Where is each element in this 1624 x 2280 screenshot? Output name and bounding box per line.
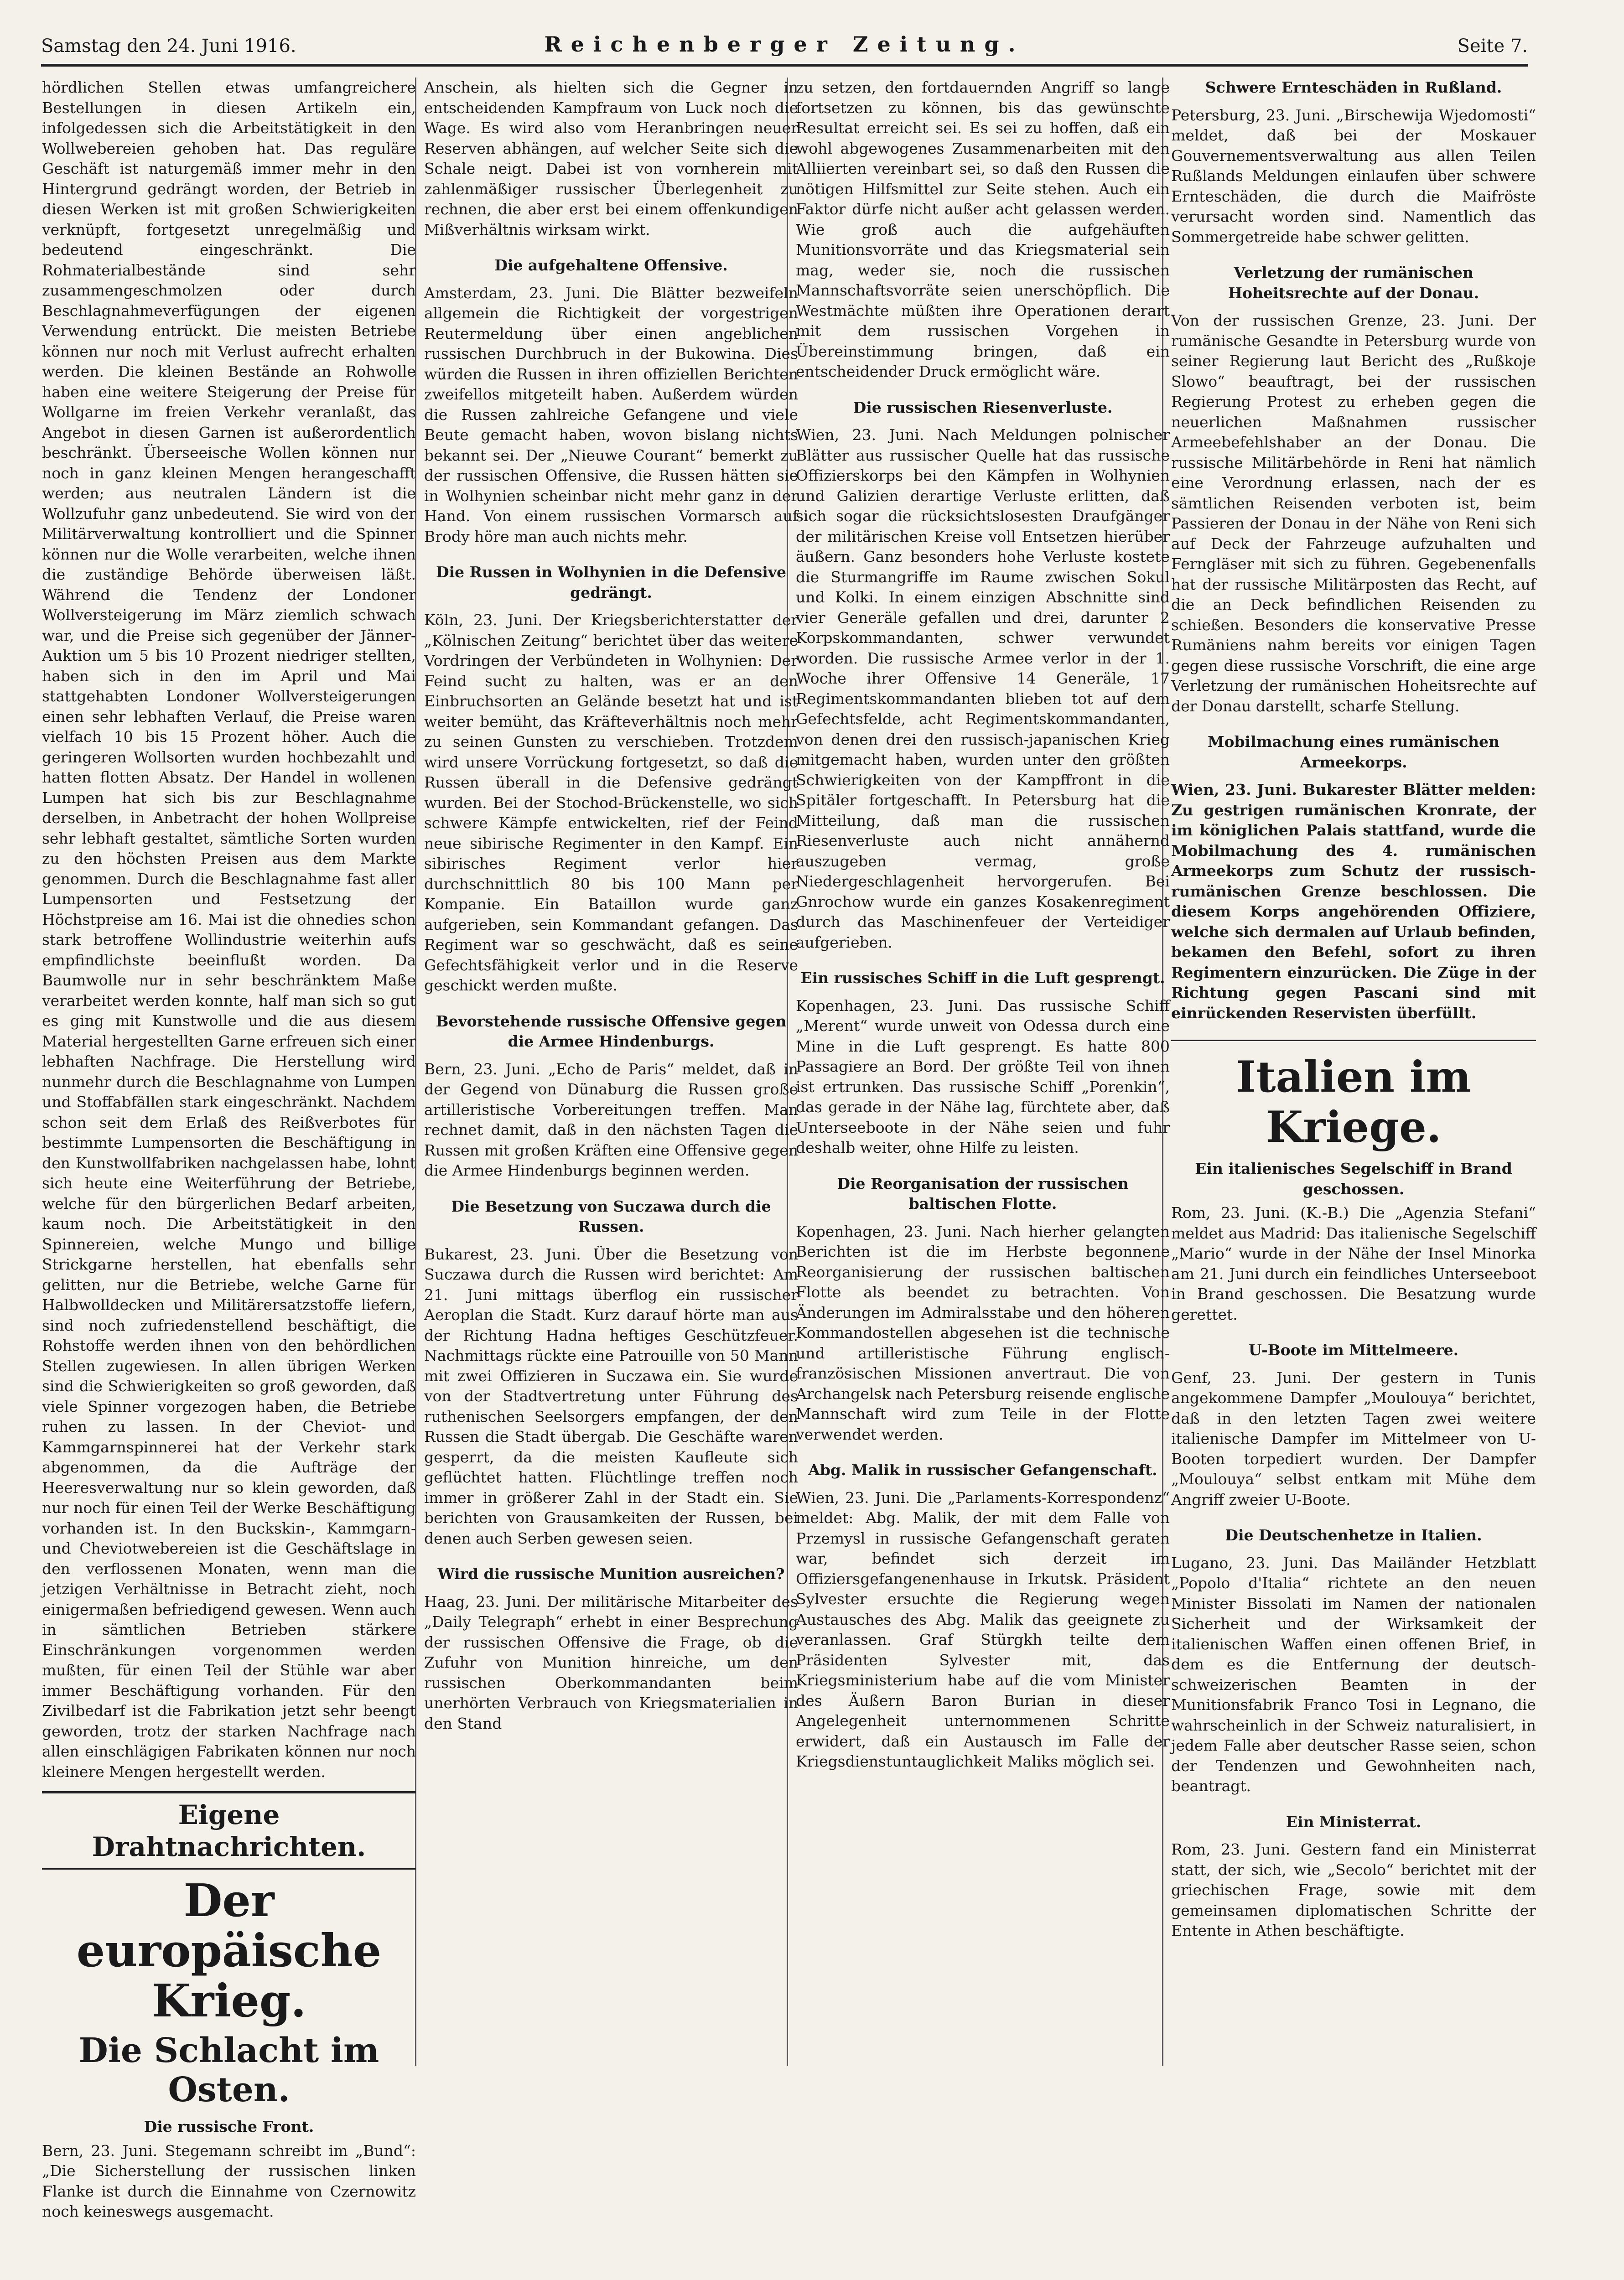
article-heading: Die Besetzung von Suczawa durch die Russen. xyxy=(424,1197,798,1237)
newspaper-title: Reichenberger Zeitung. xyxy=(41,32,1528,57)
article-text: Anschein, als hielten sich die Gegner in entscheidenden Kampfraum von Luck noch die Wage. Es wird also vom Heranbringen neuer Reserven abhängen, auf welcher Seite sich die Schale neigt. Dabei ist von vornherein mit zahlenmäßiger russischer Überlegenheit zu rechnen, die aber erst bei einem offenkundigen Mißverhältnis wirksam wirkt. xyxy=(424,78,798,240)
article-text: Köln, 23. Juni. Der Kriegsberichterstatter der „Kölnischen Zeitung“ berichtet über das weitere Vordringen der Verbündeten in Wolhynien: Der Feind sucht zu halten, was er an den Einbruchsorten an Gelände besetzt hat und ist weiter bemüht, das Kräfteverhältnis noch mehr zu seinen Gunsten zu verschieben. Trotzdem wird unsere Vorrückung fortgesetzt, so daß die Russen überall in die Defensive gedrängt wurden. Bei der Stochod-Brückenstelle, wo sich schwere Kämpfe entwickelten, rief der Feind neue sibirische Regimenter in den Kampf. Ein sibirisches Regiment verlor hier durchschnittlich 80 bis 100 Mann per Kompanie. Ein Bataillon wurde ganz aufgerieben, sein Kommandant gefangen. Das Regiment war so geschwächt, daß es seine Gefechtsfähigkeit verlor und in die Reserve geschickt werden mußte. xyxy=(424,610,798,996)
article-heading: Ein italienisches Segelschiff in Brand geschossen. xyxy=(1171,1159,1536,1199)
article-heading: Die Reorganisation der russischen baltischen Flotte. xyxy=(796,1174,1170,1214)
article-text: Genf, 23. Juni. Der gestern in Tunis angekommene Dampfer „Moulouya“ berichtet, daß in den letzten Tagen zwei weitere italienische Dampfer im Mittelmeer von U-Booten torpediert wurden. Der Dampfer „Moulouya“ selbst entkam mit Mühe dem Angriff zweier U-Boote. xyxy=(1171,1368,1536,1510)
article-heading: Die aufgehaltene Offensive. xyxy=(424,255,798,276)
article-text: zu setzen, den fortdauernden Angriff so lange fortsetzen zu können, bis das gewünschte Resultat erreicht sei. Es sei zu hoffen, daß ein wohl abgewogenes Zusammenarbeiten mit den Alliierten vereinbart sei, so daß den Russen die nötigen Hilfsmittel zur Seite stehen. Auch ein Faktor dürfe nicht außer acht gelassen werden. Wie groß auch die aufgehäuften Munitionsvorräte und das Kriegsmaterial sein mag, weder sie, noch die russischen Mannschaftsvorräte seien unerschöpflich. Die Westmächte müßten ihre Operationen derart mit dem russischen Vorgehen in Übereinstimmung bringen, daß ein entscheidender Druck ermöglicht wäre. xyxy=(796,78,1170,382)
article-heading: Bevorstehende russische Offensive gegen die Armee Hindenburgs. xyxy=(424,1011,798,1052)
article-heading: Schwere Ernteschäden in Rußland. xyxy=(1171,78,1536,98)
article-text: Haag, 23. Juni. Der militärische Mitarbeiter des „Daily Telegraph“ erhebt in einer Besprechung der russischen Offensive die Frage, ob die Zufuhr von Munition hinreiche, um den russischen Oberkommandanten beim unerhörten Verbrauch von Kriegsmaterialien in den Stand xyxy=(424,1592,798,1734)
article-wool-industry-text: hördlichen Stellen etwas umfangreichere Bestellungen in diesen Artikeln ein, infolgedessen sich die Arbeitstätigkeit in den Wollwebereien gehoben hat. Das reguläre Geschäft ist naturgemäß immer mehr in den Hintergrund gedrängt worden, der Betrieb in diesen Werken ist mit großen Schwierigkeiten verknüpft, fortgesetzt unregelmäßig und bedeutend eingeschränkt. Die Rohmaterialbestände sind sehr zusammengeschmolzen oder durch Beschlagnahmeverfügungen der eigenen Verwendung entrückt. Die meisten Betriebe können nur noch mit Verlust aufrecht erhalten werden. Die kleinen Bestände an Rohwolle haben eine weitere Steigerung der Preise für Wollgarne im freien Verkehr veranlaßt, das Angebot in diesen Garnen ist außerordentlich beschränkt. Überseeische Wollen können nur noch in ganz kleinen Mengen herangeschafft werden; aus neutralen Ländern ist die Wollzufuhr ganz unbedeutend. Sie wird von der Militärverwaltung kontrolliert und die Spinner können nur die Wolle verarbeiten, welche ihnen die zuständige Behörde überweisen läßt. Während die Tendenz der Londoner Wollversteigerung im März ziemlich schwach war, und die Preise sich gegenüber der Jänner-Auktion um 5 bis 10 Prozent niedriger stellten, haben sich in den im April und Mai stattgehabten Londoner Wollversteigerungen einen sehr lebhaften Verlauf, die Preise waren vielfach 10 bis 15 Prozent höher. Auch die geringeren Wollsorten wurden hochbezahlt und hatten flotten Absatz. Der Handel in wollenen Lumpen hat sich bis zur Beschlagnahme derselben, in Anbetracht der hohen Wollpreise sehr lebhaft gestaltet, sämtliche Sorten wurden zu den höchsten Preisen aus dem Markte genommen. Durch die Beschlagnahme fast aller Lumpensorten und Festsetzung der Höchstpreise am 16. Mai ist die ohnedies schon stark betroffene Wollindustrie weiterhin aufs empfindlichste beeinflußt worden. Da Baumwolle nur in sehr beschränktem Maße verarbeitet werden konnte, half man sich so gut es ging mit Kunstwolle und die aus diesem Material hergestellten Garne erfreuen sich einer lebhaften Nachfrage. Die Herstellung wird nunmehr durch die Beschlagnahme von Lumpen und Stoffabfällen stark eingeschränkt. Nachdem schon seit dem Erlaß des Reißverbotes für bestimmte Lumpensorten die Beschäftigung in den Kunstwollfabriken nachgelassen habe, lohnt sich heute eine Weiterführung der Betriebe, welche für den bürgerlichen Bedarf arbeiten, kaum noch. Die Arbeitstätigkeit in den Spinnereien, welche Mungo und billige Strickgarne herstellen, hat ebenfalls sehr gelitten, nur die Betriebe, welche Garne für Halbwolldecken und Militärersatzstoffe liefern, sind noch zufriedenstellend beschäftigt, die Rohstoffe werden ihnen von den behördlichen Stellen zugewiesen. In allen übrigen Werken sind die Schwierigkeiten so groß geworden, daß viele Spinner vorgezogen haben, die Betriebe ruhen zu lassen. In der Cheviot- und Kammgarnspinnerei hat der Verkehr stark abgenommen, da die Aufträge der Heeresverwaltung nur so klein geworden, daß nur noch für einen Teil der Werke Beschäftigung vorhanden ist. In den Buckskin-, Kammgarn- und Cheviotwebereien ist die Geschäftslage in den verflossenen Monaten, wenn man die jetzigen Verhältnisse in Betracht zieht, noch einigermaßen befriedigend gewesen. Wenn auch in sämtlichen Betrieben stärkere Einschränkungen vorgenommen werden mußten, für einen Teil der Stühle war aber immer Beschäftigung vorhanden. Für den Zivilbedarf ist die Fabrikation jetzt sehr beengt geworden, trotz der starken Nachfrage nach allen einschlägigen Fabrikaten können nur noch kleinere Mengen hergestellt werden. xyxy=(42,78,416,1782)
issue-date: Samstag den 24. Juni 1916. xyxy=(41,36,296,57)
column-3 xyxy=(796,78,1170,2066)
masthead xyxy=(41,32,1528,67)
section-heading-drahtnachrichten: Eigene Drahtnachrichten. xyxy=(42,1791,416,1870)
column-4 xyxy=(1171,78,1536,2066)
article-text: Kopenhagen, 23. Juni. Das russische Schiff „Merent“ wurde unweit von Odessa durch eine Mine in die Luft gesprengt. Es hatte 800 Passagiere an Bord. Der größte Teil von ihnen ist ertrunken. Das russische Schiff „Porenkin“, das gerade in der Nähe lag, fürchtete aber, daß Unterseeboote in der Nähe seien und fuhr deshalb weiter, ohne Hilfe zu leisten. xyxy=(796,996,1170,1158)
column-1 xyxy=(42,78,416,2066)
page-number: Seite 7. xyxy=(1458,36,1528,57)
article-text: Kopenhagen, 23. Juni. Nach hierher gelangten Berichten ist die im Herbste begonnene Reorganisierung der russischen baltischen Flotte als beendet zu betrachten. Von Änderungen im Admiralsstabe und den höheren Kommandostellen abgesehen ist die technische und artilleristische Führung englisch-französischen Missionen anvertraut. Die von Archangelsk nach Petersburg reisende englische Mannschaft wird zum Teile in der Flotte verwendet werden. xyxy=(796,1222,1170,1445)
section-heading-schlacht-osten: Die Schlacht im Osten. xyxy=(42,2031,416,2109)
article-text: Wien, 23. Juni. Bukarester Blätter melden: Zu gestrigen rumänischen Kronrate, der im königlichen Palais stattfand, wurde die Mobilmachung des 4. rumänischen Armeekorps zum Schutz der russisch-rumänischen Grenze beschlossen. Die diesem Korps angehörenden Offiziere, welche sich dermalen auf Urlaub befinden, bekamen den Befehl, sofort zu ihren Regimentern einzurücken. Die Züge in der Richtung gegen Pascani sind mit einrückenden Reservisten überfüllt. xyxy=(1171,780,1536,1023)
article-heading: Die Russen in Wolhynien in die Defensive gedrängt. xyxy=(424,562,798,603)
column-2 xyxy=(424,78,798,2066)
article-text: Von der russischen Grenze, 23. Juni. Der rumänische Gesandte in Petersburg wurde von seiner Regierung laut Bericht des „Rußkoje Slowo“ beauftragt, bei der russischen Regierung Protest zu erheben gegen die neuerlichen Maßnahmen russischer Armeebefehlshaber an der Donau. Die russische Militärbehörde in Reni hat nämlich eine Verordnung erlassen, nach der es sämtlichen Reisenden verboten ist, beim Passieren der Donau in der Nähe von Reni sich auf Deck der Fahrzeuge aufzuhalten und Ferngläser mit sich zu führen. Gegebenenfalls hat der russische Militärposten das Recht, auf die an Deck befindlichen Reisenden zu schießen. Besonders die konservative Presse Rumäniens nahm bereits vor einigen Tagen gegen diese russische Vorschrift, die eine arge Verletzung der rumänischen Hoheitsrechte auf der Donau darstellt, scharfe Stellung. xyxy=(1171,311,1536,716)
article-heading: Ein russisches Schiff in die Luft gesprengt. xyxy=(796,968,1170,989)
article-heading: Verletzung der rumänischen Hoheitsrechte auf der Donau. xyxy=(1171,263,1536,303)
article-heading: Ein Ministerrat. xyxy=(1171,1812,1536,1833)
section-heading-krieg: Der europäische Krieg. xyxy=(42,1876,416,2026)
article-heading: Wird die russische Munition ausreichen? xyxy=(424,1564,798,1585)
article-heading: Die Deutschenhetze in Italien. xyxy=(1171,1525,1536,1546)
article-text: Bern, 23. Juni. Stegemann schreibt im „Bund“: „Die Sicherstellung der russischen linken Flanke ist durch die Einnahme von Czernowitz noch keineswegs ausgemacht. xyxy=(42,2141,416,2222)
article-text: Rom, 23. Juni. (K.-B.) Die „Agenzia Stefani“ meldet aus Madrid: Das italienische Segelschiff „Mario“ wurde in der Nähe der Insel Minorka am 21. Juni durch ein feindliches Unterseeboot in Brand geschossen. Die Besatzung wurde gerettet. xyxy=(1171,1203,1536,1325)
article-heading: Die russische Front. xyxy=(42,2117,416,2137)
blank-space xyxy=(42,2228,416,2280)
article-heading: Mobilmachung eines rumänischen Armeekorps. xyxy=(1171,732,1536,772)
article-text: Wien, 23. Juni. Nach Meldungen polnischer Blätter aus russischer Quelle hat das russische Offizierskorps bei den Kämpfen in Wolhynien und Galizien derartige Verluste erlitten, daß sich sogar die rücksichtslosesten Draufgänger der militärischen Kreise voll Entsetzen hierüber äußern. Ganz besonders hohe Verluste kostete die Sturmangriffe im Raume zwischen Sokul und Kolki. In einem einzigen Abschnitte sind vier Generäle gefallen und drei, darunter 2 Korpskommandanten, schwer verwundet worden. Die russische Armee verlor in der 1. Woche ihrer Offensive 14 Generäle, 17 Regimentskommandanten blieben tot auf dem Gefechtsfelde, acht Regimentskommandanten, von denen drei den russisch-japanischen Krieg mitgemacht haben, wurden unter den größten Schwierigkeiten von der Kampffront in die Spitäler fortgeschafft. In Petersburg hat die Mitteilung, daß man die russischen Riesenverluste auch nicht annähernd auszugeben vermag, große Niedergeschlagenheit hervorgerufen. Bei Gnrochow wurde ein ganzes Kosakenregiment durch das Maschinenfeuer der Verteidiger aufgerieben. xyxy=(796,425,1170,953)
section-heading-italien: Italien im Kriege. xyxy=(1171,1040,1536,1152)
article-text: Lugano, 23. Juni. Das Mailänder Hetzblatt „Popolo d'Italia“ richtete an den neuen Minister Bissolati im Namen der nationalen Sicherheit und der Wirksamkeit der italienischen Waffen einen offenen Brief, in dem es die Entfernung der deutsch-schweizerischen Beamten in der Munitionsfabrik Franco Tosi in Legnano, die wahrscheinlich in der Schweiz naturalisiert, in jedem Falle aber deutscher Rasse seien, schon der Tendenzen und Gewohnheiten nach, beantragt. xyxy=(1171,1553,1536,1797)
article-heading: Abg. Malik in russischer Gefangenschaft. xyxy=(796,1460,1170,1481)
article-text: Wien, 23. Juni. Die „Parlaments-Korrespondenz“ meldet: Abg. Malik, der mit dem Falle von Przemysl in russische Gefangenschaft geraten war, befindet sich derzeit im Offiziersgefangenenhause in Irkutsk. Präsident Sylvester ersuchte die Regierung wegen Austausches des Abg. Malik das geeignete zu veranlassen. Graf Stürgkh teilte dem Präsidenten Sylvester mit, das Kriegsministerium habe auf die vom Minister des Äußern Baron Burian in dieser Angelegenheit unternommenen Schritte erwidert, daß ein Austausch im Falle der Kriegsdienstuntauglichkeit Maliks möglich sei. xyxy=(796,1488,1170,1772)
article-text: Petersburg, 23. Juni. „Birschewija Wjedomosti“ meldet, daß bei der Moskauer Gouvernementsverwaltung aus allen Teilen Rußlands Meldungen einlaufen über schwere Ernteschäden, die durch die Maifröste verursacht worden sind. Namentlich das Sommergetreide habe schwer gelitten. xyxy=(1171,105,1536,248)
article-text: Bukarest, 23. Juni. Über die Besetzung von Suczawa durch die Russen wird berichtet: Am 21. Juni mittags überflog ein russischer Aeroplan die Stadt. Kurz darauf hörte man aus der Richtung Hadna heftiges Geschützfeuer. Nachmittags rückte eine Patrouille von 50 Mann mit zwei Offizieren in Suczawa ein. Sie wurde von der Stadtvertretung unter Führung des ruthenischen Seelsorgers empfangen, der den Russen die Stadt übergab. Die Geschäfte waren gesperrt, da die meisten Kaufleute sich geflüchtet hatten. Flüchtlinge treffen noch immer in größerer Zahl in der Stadt ein. Sie berichten von Grausamkeiten der Russen, bei denen auch Serben gewesen seien. xyxy=(424,1244,798,1549)
article-heading: Die russischen Riesenverluste. xyxy=(796,398,1170,418)
article-heading: U-Boote im Mittelmeere. xyxy=(1171,1340,1536,1361)
article-text: Rom, 23. Juni. Gestern fand ein Ministerrat statt, der sich, wie „Secolo“ berichtet mit der griechischen Frage, sowie mit dem gemeinsamen diplomatischen Schritte der Entente in Athen beschäftigte. xyxy=(1171,1840,1536,1941)
article-text: Bern, 23. Juni. „Echo de Paris“ meldet, daß in der Gegend von Dünaburg die Russen große artilleristische Vorbereitungen treffen. Man rechnet damit, daß in den nächsten Tagen die Russen mit großen Kräften eine Offensive gegen die Armee Hindenburgs beginnen werden. xyxy=(424,1059,798,1181)
article-text: Amsterdam, 23. Juni. Die Blätter bezweifeln allgemein die Richtigkeit der vorgestrigen Reutermeldung über einen angeblichen russischen Durchbruch in der Bukowina. Dies würden die Russen in ihren offiziellen Berichten zweifellos mitgeteilt haben. Außerdem würden die Russen zahlreiche Gefangene und viele Beute gemacht haben, wovon bislang nichts bekannt sei. Der „Nieuwe Courant“ bemerkt zu der russischen Offensive, die Russen hätten sie in Wolhynien scheinbar nicht mehr ganz in der Hand. Von einem russischen Vormarsch auf Brody höre man auch nichts mehr. xyxy=(424,283,798,547)
